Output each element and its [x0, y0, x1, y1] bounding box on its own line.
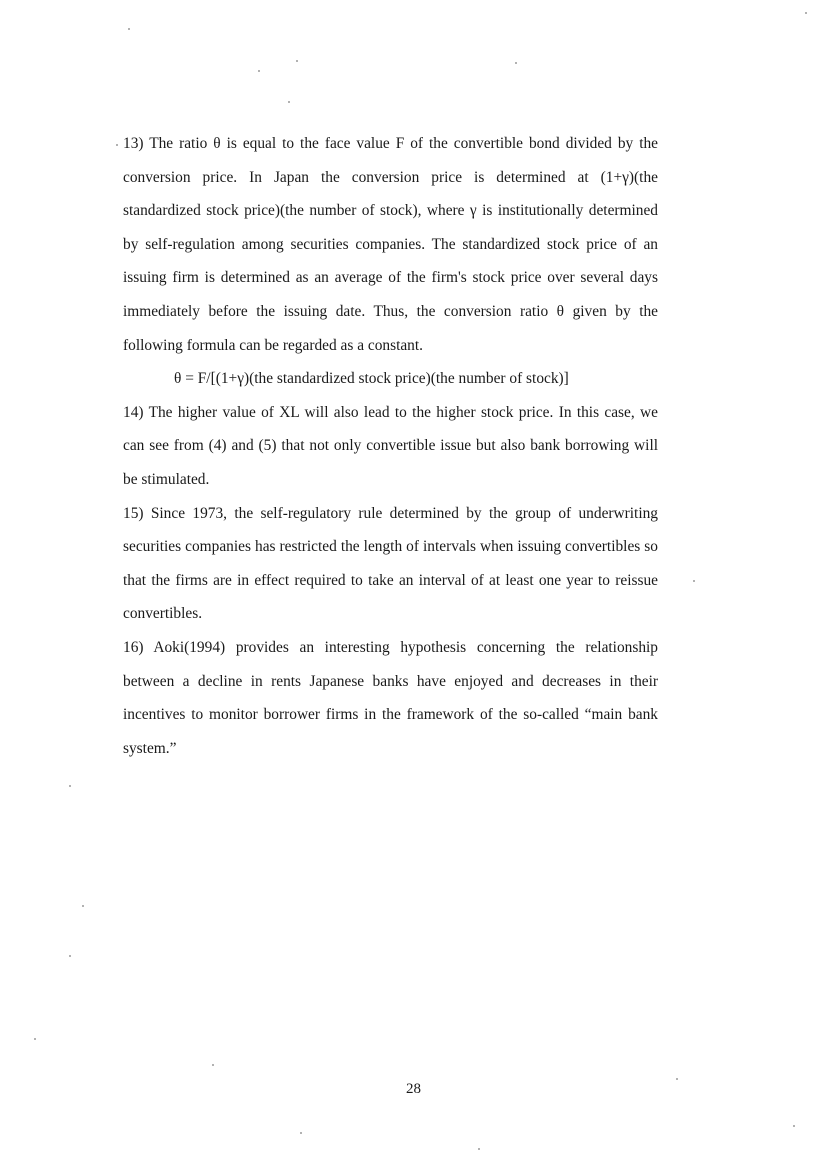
- scan-speck: [82, 905, 84, 907]
- scan-speck: [69, 955, 71, 957]
- scan-speck: [515, 62, 517, 64]
- footnotes-section: [123, 127, 658, 765]
- scan-speck: [805, 12, 807, 14]
- scan-speck: [676, 1078, 678, 1080]
- scan-speck: [288, 101, 290, 103]
- page-number: 28: [406, 1081, 421, 1097]
- scan-speck: [34, 1038, 36, 1040]
- footnote-13: 13) The ratio θ is equal to the face value F of the convertible bond divided by the conversion price. In Japan the conversion price is determined at (1+γ)(the standardized stock price)(the number of stock), where γ is institutionally determined by self-regulation among securities companies. The standardized stock price of an issuing firm is determined as an average of the firm's stock price over several days immediately before the issuing date. Thus, the conversion ratio θ given by the following formula can be regarded as a constant.: [123, 135, 658, 354]
- footnote-15: 15) Since 1973, the self-regulatory rule determined by the group of underwriting securities companies has restricted the length of intervals when issuing convertibles so that the firms are in effect required to take an interval of at least one year to reissue convertibles.: [123, 504, 658, 623]
- scan-speck: [300, 1132, 302, 1134]
- scan-speck: [793, 1125, 795, 1127]
- scan-speck: [128, 28, 130, 30]
- footnote-16: 16) Aoki(1994) provides an interesting hypothesis concerning the relationship between a decline in rents Japanese banks have enjoyed and decreases in their incentives to monitor borrower firms in the framework of the so-called “main bank system.”: [123, 638, 658, 757]
- scan-speck: [478, 1148, 480, 1150]
- conversion-ratio-formula: θ = F/[(1+γ)(the standardized stock price)(the number of stock)]: [174, 370, 569, 388]
- scan-speck: [258, 70, 260, 72]
- scan-speck: [296, 60, 298, 62]
- scan-speck: [69, 785, 71, 787]
- scan-speck: [116, 144, 118, 146]
- scan-speck: [693, 580, 695, 582]
- footnote-14: 14) The higher value of XL will also lead to the higher stock price. In this case, we can see from (4) and (5) that not only convertible issue but also bank borrowing will be stimulated.: [123, 403, 658, 488]
- scan-speck: [212, 1064, 214, 1066]
